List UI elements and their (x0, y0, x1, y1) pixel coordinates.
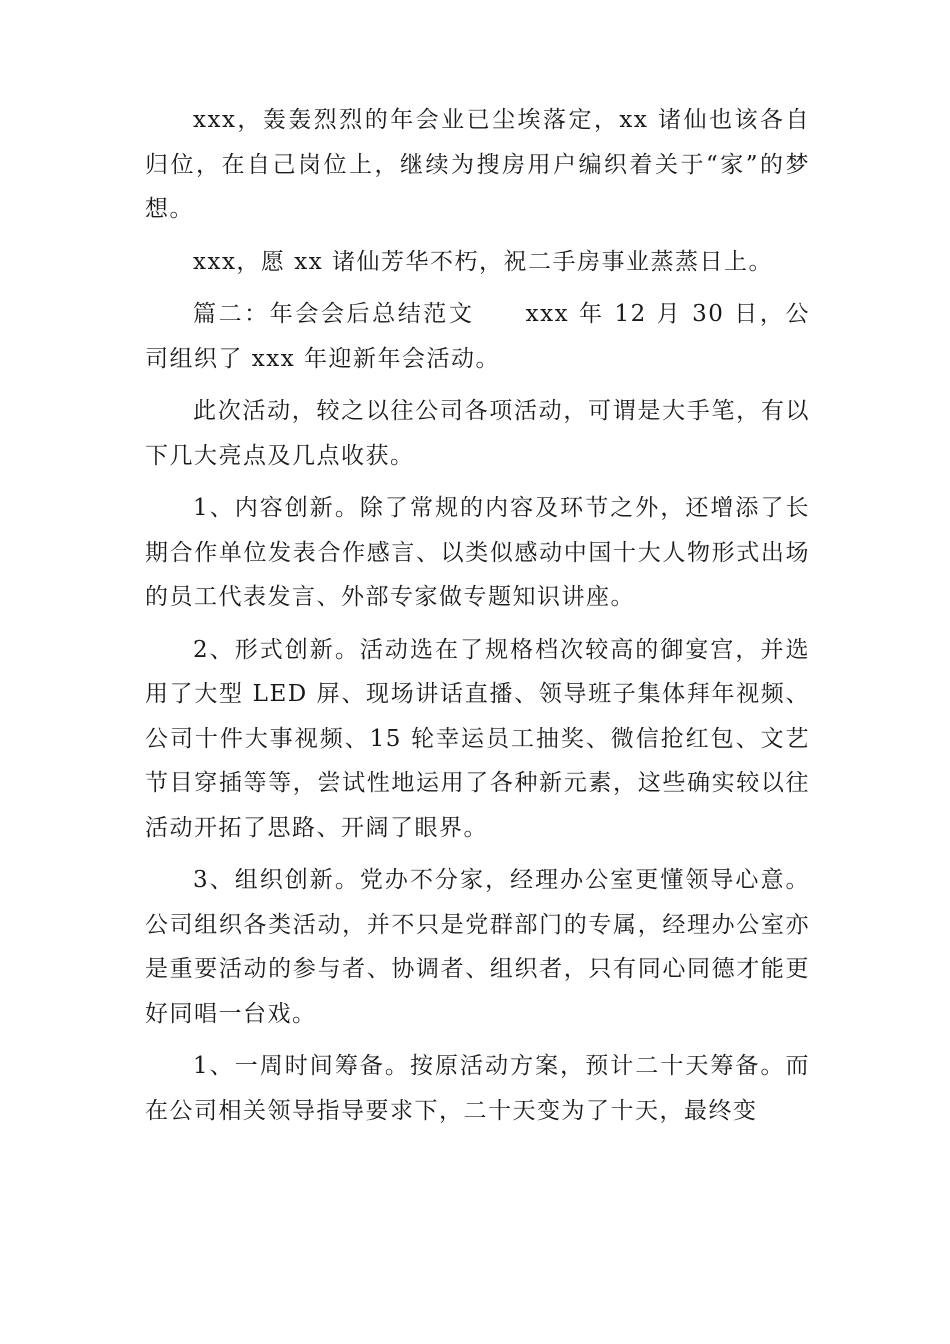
paragraph-closing-2: xxx，愿 xx 诸仙芳华不朽，祝二手房事业蒸蒸日上。 (193, 248, 773, 275)
paragraph-closing-1: xxx，轰轰烈烈的年会业已尘埃落定，xx 诸仙也该各自归位，在自己岗位上，继续为搜房用户编织着关于“家”的梦想。 (145, 107, 810, 222)
paragraph-one-week-preparation: 1、一周时间筹备。按原活动方案，预计二十天筹备。而在公司相关领导指导要求下，二十天变为了十天，最终变 (145, 1053, 810, 1124)
paragraph-highlights-intro: 此次活动，较之以往公司各项活动，可谓是大手笔，有以下几大亮点及几点收获。 (145, 398, 810, 469)
paragraph-form-innovation: 2、形式创新。活动选在了规格档次较高的御宴宫，并选用了大型 LED 屏、现场讲话直播、领导班子集体拜年视频、公司十件大事视频、15 轮幸运员工抽奖、微信抢红包、文艺节目穿插等等，尝试性地运用了各种新元素，这些确实较以往活动开拓了思路、开阔了眼界。 (145, 636, 810, 841)
paragraph-organization-innovation: 3、组织创新。党办不分家，经理办公室更懂领导心意。公司组织各类活动，并不只是党群部门的专属，经理办公室亦是重要活动的参与者、协调者、组织者，只有同心同德才能更好同唱一台戏。 (145, 867, 810, 1027)
document-page (145, 98, 810, 1133)
paragraph-part-two-intro: 篇二：年会会后总结范文 xxx 年 12 月 30 日，公司组织了 xxx 年迎新年会活动。 (145, 301, 810, 372)
paragraph-content-innovation: 1、内容创新。除了常规的内容及环节之外，还增添了长期合作单位发表合作感言、以类似感动中国十大人物形式出场的员工代表发言、外部专家做专题知识讲座。 (145, 495, 810, 610)
